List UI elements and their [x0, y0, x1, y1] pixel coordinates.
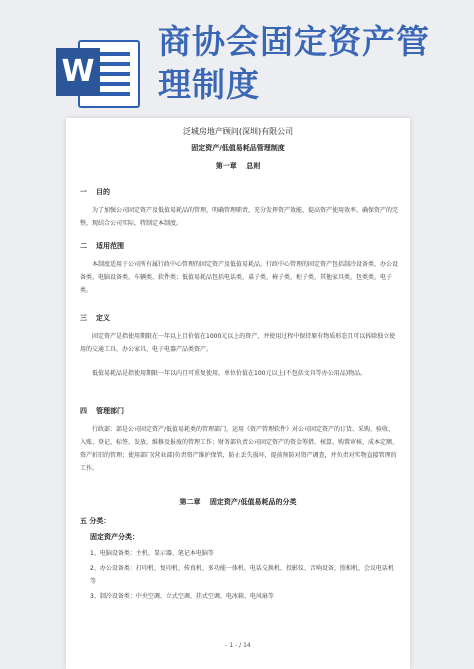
word-icon [56, 36, 140, 108]
section-1-text: 为了加强公司固定资产及低值易耗品的管理，明确管理职责，充分发挥资产效能，提高资产使用效率，确保资产的完整，现结合公司实际，特制定本制度。 [80, 207, 399, 227]
word-icon-letter: W [56, 48, 100, 96]
section-3-text-1: 固定资产是指使用期限在一年以上且价值在1000元以上的资产，并使用过程中保持原有物质形态且可以拆除独立使用的交通工具、办公家具、电子电器产品类资产。 [80, 333, 396, 353]
document-title: 固定资产/低值易耗品管理制度 [191, 144, 285, 152]
section-4-title: 管理部门 [96, 407, 124, 415]
page-number: - 1 - / 14 [225, 642, 251, 649]
section-1-number: 一 [80, 188, 87, 196]
section-2-text: 本制度适用于公司所有属行政中心管理的固定资产及低值易耗品，行政中心管理的固定资产包括制冷设备类、办公设备类、电脑设备类、车辆类、软件类；低值易耗品包括电话类、桌子类、椅子类、柜子类、其他家具类、包类类、电子类。 [80, 261, 399, 294]
banner-title: 商协会固定资产管理制度 [158, 22, 430, 104]
document-page [66, 118, 410, 669]
list-item: 2、办公设备类：打印机、复印机、传真机、多功能一体机、电话交换机、投影仪、音响设备、照相机、会议电话机等 [90, 565, 394, 585]
section-3-title: 定义 [96, 314, 110, 322]
company-name: 泛城房地产顾问(深圳)有限公司 [182, 127, 294, 136]
list-item: 3、制冷设备类：中央空调、立式空调、挂式空调、电冰箱、电风扇等 [90, 593, 274, 600]
section-5-title: 五 分类： [80, 517, 111, 525]
chapter-1-heading: 第一章 总则 [215, 162, 261, 170]
section-4-text: 行政部：部是公司固定资产/低值易耗类的管理部门，运用《资产管理软件》对公司固定资产的订货、采购、验收、入账、登记、标签、发放、维修及报废的管理工作；财务部负责公司固定资产的资金筹措、核算、购置审核、成本定额、资产折旧的管理；使用部门(营业部)负责资产维护保管，防止丢失损坏，提前预防对资产调查，并负责对实物直接管理的工作。 [80, 426, 399, 472]
chapter-2-heading: 第二章 固定资产/低值易耗品的分类 [179, 498, 297, 506]
section-5-subtitle: 固定资产分类： [90, 533, 139, 541]
section-2-title: 适用范围 [96, 242, 124, 250]
section-3-text-2: 低值易耗品是指使用期限一年以内且可重复使用，单位价值在100元以上(不包括文具等办公用品)物品。 [92, 370, 367, 377]
section-4-number: 四 [80, 407, 87, 415]
section-3-number: 三 [80, 314, 87, 322]
section-2-number: 二 [80, 242, 87, 250]
banner [0, 0, 474, 118]
list-item: 1、电脑设备类：主机、显示器、笔记本电脑等 [90, 550, 214, 557]
section-1-title: 目的 [96, 188, 110, 196]
